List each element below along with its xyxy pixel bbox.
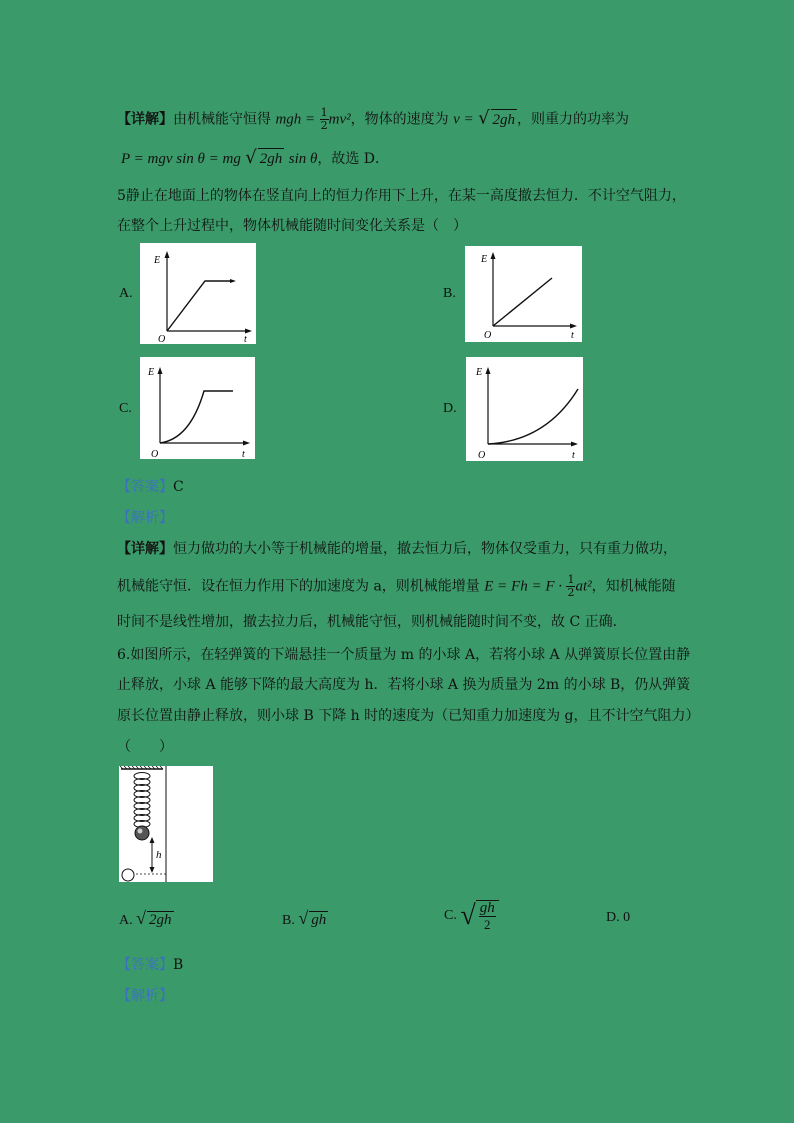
equation: mv²	[328, 111, 351, 128]
option-b-label: B.	[443, 286, 456, 301]
equation: v =	[453, 111, 474, 128]
fraction-gh-over-2: $\frac{gh}{2}$	[476, 900, 499, 932]
q5-analysis-tag: 【解析】	[117, 510, 173, 526]
q5-text: ，知机械能随	[591, 578, 676, 595]
equation: at²	[575, 578, 592, 595]
option-c-graph	[140, 357, 255, 459]
q4-text: ，物体的速度为	[350, 111, 449, 128]
q6-option-c: C. √ $\frac{gh}{2}$	[444, 900, 499, 932]
q6-stem-line3: 原长位置由静止释放，则小球 B 下降 h 时的速度为（已知重力加速度为 g，且不计空气阻力）	[117, 708, 700, 724]
origin-label: O	[158, 334, 166, 344]
option-a-graph	[140, 243, 256, 344]
answer-value: B	[173, 957, 184, 973]
q6-option-d: D. 0	[606, 910, 631, 925]
q6-analysis-tag: 【解析】	[117, 988, 173, 1004]
origin-label: O	[484, 330, 492, 341]
q5-answer	[117, 477, 184, 497]
answer-tag: 【答案】	[117, 957, 173, 973]
fraction-half: $\frac{1}{2}$	[567, 573, 575, 599]
radicand: 2gh	[258, 148, 285, 169]
option-d-graph	[466, 357, 583, 461]
origin-label: O	[151, 449, 159, 459]
q5-text: 机械能守恒．设在恒力作用下的加速度为 a，则机械能增量	[117, 578, 480, 595]
radicand: gh	[311, 912, 327, 928]
q4-detail-line2: P = mgv sin θ = mg √ 2gh sin θ，故选 D．	[121, 147, 390, 168]
q4-detail-line1: 【详解】由机械能守恒得 mgh = $\frac{1}{2}$ mv²，物体的速度为 v = √ 2gh ，则重力的功率为	[117, 106, 630, 132]
fraction-half: $\frac{1}{2}$	[320, 106, 328, 132]
q4-text: ，故选 D．	[317, 151, 390, 167]
equation: sin θ	[288, 151, 318, 167]
option-b-graph	[465, 246, 582, 342]
q6-answer	[117, 955, 183, 975]
detail-tag: 【详解】	[117, 111, 173, 128]
q5-detail-line2	[117, 574, 676, 599]
q6-option-b: B. √ gh	[282, 908, 327, 928]
axis-e-label: E	[481, 254, 488, 265]
q5-detail-line3: 时间不是线性增加，撤去拉力后，机械能守恒，则机械能随时间不变，故 C 正确．	[117, 614, 627, 630]
q4-text: ，则重力的功率为	[517, 111, 630, 128]
q6-stem-line2: 止释放，小球 A 能够下降的最大高度为 h．若将小球 A 换为质量为 2m 的小球 B，仍从弹簧	[117, 677, 691, 693]
q5-stem-line2: 在整个上升过程中，物体机械能随时间变化关系是（ ）	[117, 218, 467, 234]
q6-stem-line1: 6.如图所示，在轻弹簧的下端悬挂一个质量为 m 的小球 A，若将小球 A 从弹簧原长位置由静	[117, 647, 691, 663]
equation: P = mgv sin θ = mg	[121, 151, 241, 167]
axis-e-label: E	[476, 367, 483, 378]
detail-tag: 【详解】	[117, 541, 173, 557]
q6-stem-line4: （ ）	[117, 739, 173, 755]
q5-stem-line1: 5静止在地面上的物体在竖直向上的恒力作用下上升，在某一高度撤去恒力．不计空气阻力，	[117, 188, 686, 204]
axis-t-label: t	[244, 334, 247, 344]
axis-e-label: E	[148, 367, 155, 378]
axis-t-label: t	[242, 449, 245, 459]
origin-label: O	[478, 450, 486, 461]
q4-text: 由机械能守恒得	[173, 111, 271, 128]
spring-figure	[119, 766, 213, 882]
spring-diagram	[119, 766, 213, 882]
q6-option-a: A. √ 2gh	[119, 908, 172, 928]
height-label: h	[156, 849, 162, 861]
radicand: 2gh	[149, 912, 172, 928]
axis-t-label: t	[571, 330, 574, 341]
answer-tag: 【答案】	[117, 479, 173, 495]
equation: E = Fh = F ·	[484, 578, 562, 595]
radicand: 2gh	[491, 109, 518, 130]
option-c-label: C.	[119, 401, 132, 416]
equation: mgh =	[275, 111, 316, 128]
answer-value: C	[173, 479, 184, 495]
axis-e-label: E	[154, 255, 161, 266]
axis-t-label: t	[572, 450, 575, 461]
option-a-label: A.	[119, 286, 133, 301]
option-d-label: D.	[443, 401, 457, 416]
q5-detail-line1	[117, 539, 677, 559]
q5-text: 恒力做功的大小等于机械能的增量，撤去恒力后，物体仅受重力，只有重力做功，	[173, 541, 677, 557]
